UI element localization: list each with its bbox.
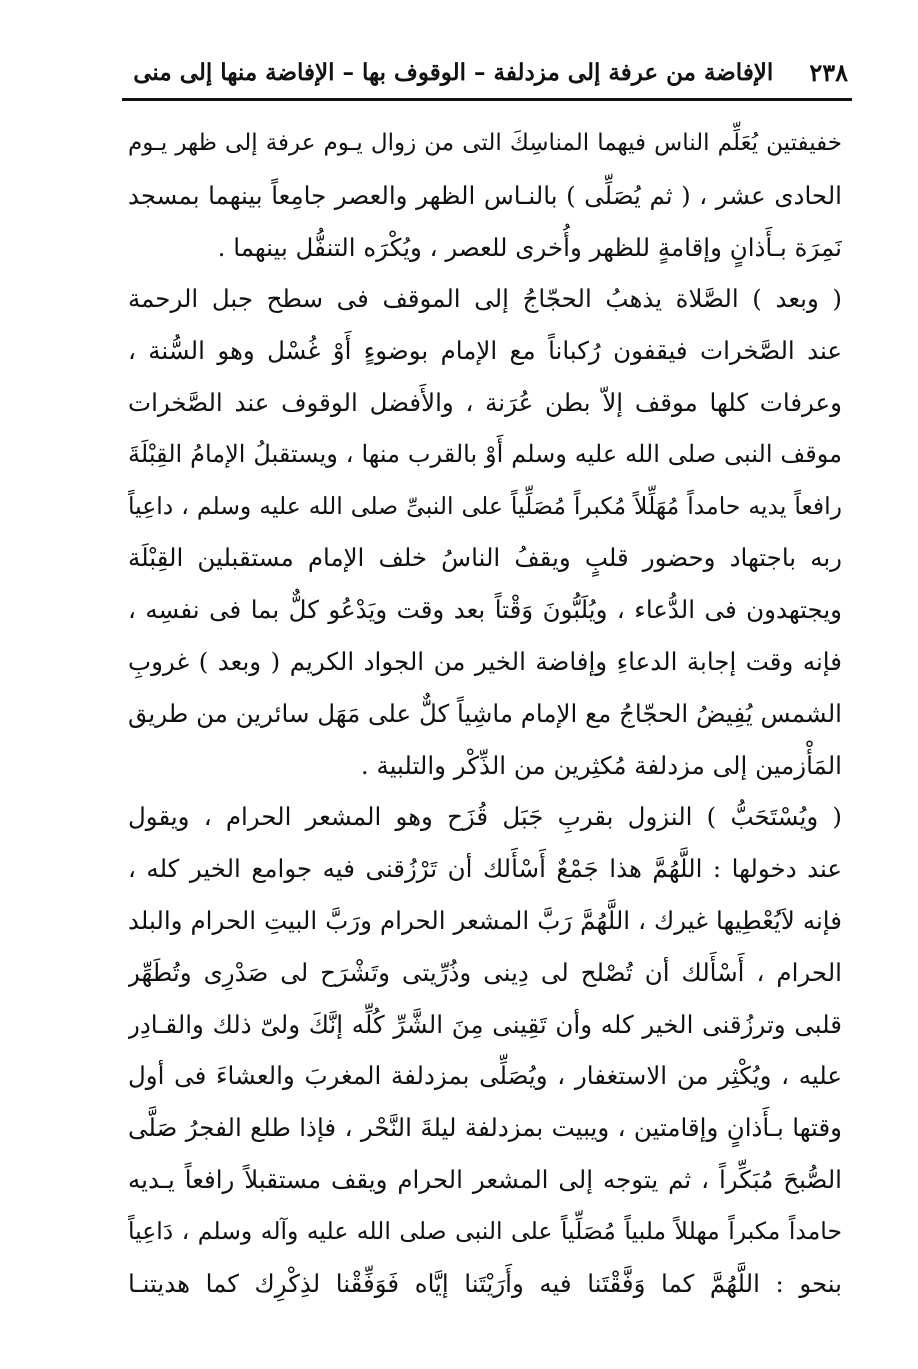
text-line: الحرام ، أَسْأَلك أن تُصْلح لى دِينى وذُرِّيتى وتَشْرَح لى صَدْرِى وتُطَهِّر	[128, 957, 842, 987]
text-line: ربه باجتهاد وحضور قلبٍ ويقفُ الناسُ خلف الإمام مستقبلين القِبْلَة	[128, 543, 842, 573]
page-number: ٢٣٨	[809, 57, 848, 87]
text-line: ( ويُسْتَحَبُّ ) النزول بقربِ جَبَل قُزَح وهو المشعر الحرام ، ويقول	[128, 802, 842, 832]
text-line: الصُّبحَ مُبَكِّراً ، ثم يتوجه إلى المشعر الحرام ويقف مستقبلاً رافعاً يـديه	[128, 1164, 842, 1194]
text-line: فإنه وقت إجابة الدعاءِ وإفاضة الخير من الجواد الكريم ( وبعد ) غروبِ	[128, 646, 842, 676]
text-line: رافعاً يديه حامداً مُهَلِّلاً مُكبراً مُصَلِّياً على النبىِّ صلى الله عليه وسلم ، داعِياً	[128, 491, 842, 520]
text-line: المَأْزمين إلى مزدلفة مُكثِرين من الذِّكْر والتلبية .	[360, 750, 842, 780]
text-line: عند الصَّخرات فيقفون رُكباناً مع الإمام بوضوءٍ أَوْ غُسْل وهو السُّنة ،	[128, 336, 842, 366]
body-text	[128, 118, 842, 1309]
text-line: الشمس يُفِيضُ الحجّاجُ مع الإمام ماشِياً كلٌّ على مَهَل سائرين من طريق	[128, 698, 842, 728]
text-line: بنحو : اللَّهُمَّ كما وَفَّقْتَنا فيه وأَرَيْتَنا إيَّاه فَوَفِّقْنا لذِكْرِك كما هديتنـا	[128, 1268, 842, 1298]
text-line: عند دخولها : اللَّهُمَّ هذا جَمْعٌ أَسْأَلك أن تَرْزُقنى فيه جوامع الخير كله ،	[128, 854, 842, 884]
text-line: موقف النبى صلى الله عليه وسلم أَوْ بالقرب منها ، ويستقبلُ الإمامُ القِبْلَةَ	[128, 439, 842, 468]
text-line: قلبى وترزُقنى الخير كله وأن تَقِينى مِنَ الشَّرِّ كُلِّه إنَّكَ ولىّ ذلك والقـادِر	[128, 1009, 842, 1039]
text-line: خفيفتين يُعَلِّم الناس فيهما المناسِكَ التى من زوال يـوم عرفة إلى ظهر يـوم	[128, 130, 842, 156]
text-line: فإنه لاَيُعْطِيها غيرك ، اللَّهُمَّ رَبَّ المشعر الحرام ورَبَّ البيتِ الحرام والبلد	[128, 905, 842, 935]
running-header	[120, 48, 848, 96]
text-line: ( وبعد ) الصَّلاة يذهبُ الحجّاجُ إلى الموقف فى سطح جبل الرحمة	[128, 284, 842, 314]
text-line: حامداً مكبراً مهللاً ملبياً مُصَلِّياً على النبى صلى الله عليه وآله وسلم ، دَاعِياً	[128, 1216, 842, 1245]
header-divider	[122, 98, 852, 101]
text-line: الحادى عشر ، ( ثم يُصَلِّى ) بالنـاس الظهر والعصر جامِعاً بينهما بمسجد	[128, 180, 842, 210]
text-line: وعرفات كلها موقف إلاّ بطن عُرَنة ، والأَفضل الوقوف عند الصَّخرات	[128, 387, 842, 417]
text-line: عليه ، ويُكْثِر من الاستغفار ، ويُصَلِّى بمزدلفة المغربَ والعشاءَ فى أول	[128, 1061, 842, 1091]
text-line: ويجتهدون فى الدُّعاء ، ويُلَبُّونَ وَقْتاً بعد وقت ويَدْعُو كلٌّ بما فى نفسِه ،	[128, 595, 842, 625]
running-header-title: الإفاضة من عرفة إلى مزدلفة – الوقوف بها – الإفاضة منها إلى منى	[133, 58, 774, 86]
text-line: وقتها بـأَذانٍ وإقامتين ، ويبيت بمزدلفة ليلةَ النَّحْر ، فإذا طلع الفجرُ صَلَّى	[128, 1113, 842, 1143]
text-line: نَمِرَة بـأَذانٍ وإقامةٍ للظهر وأُخرى للعصر ، ويُكْرَه التنفُّل بينهما .	[217, 232, 842, 262]
